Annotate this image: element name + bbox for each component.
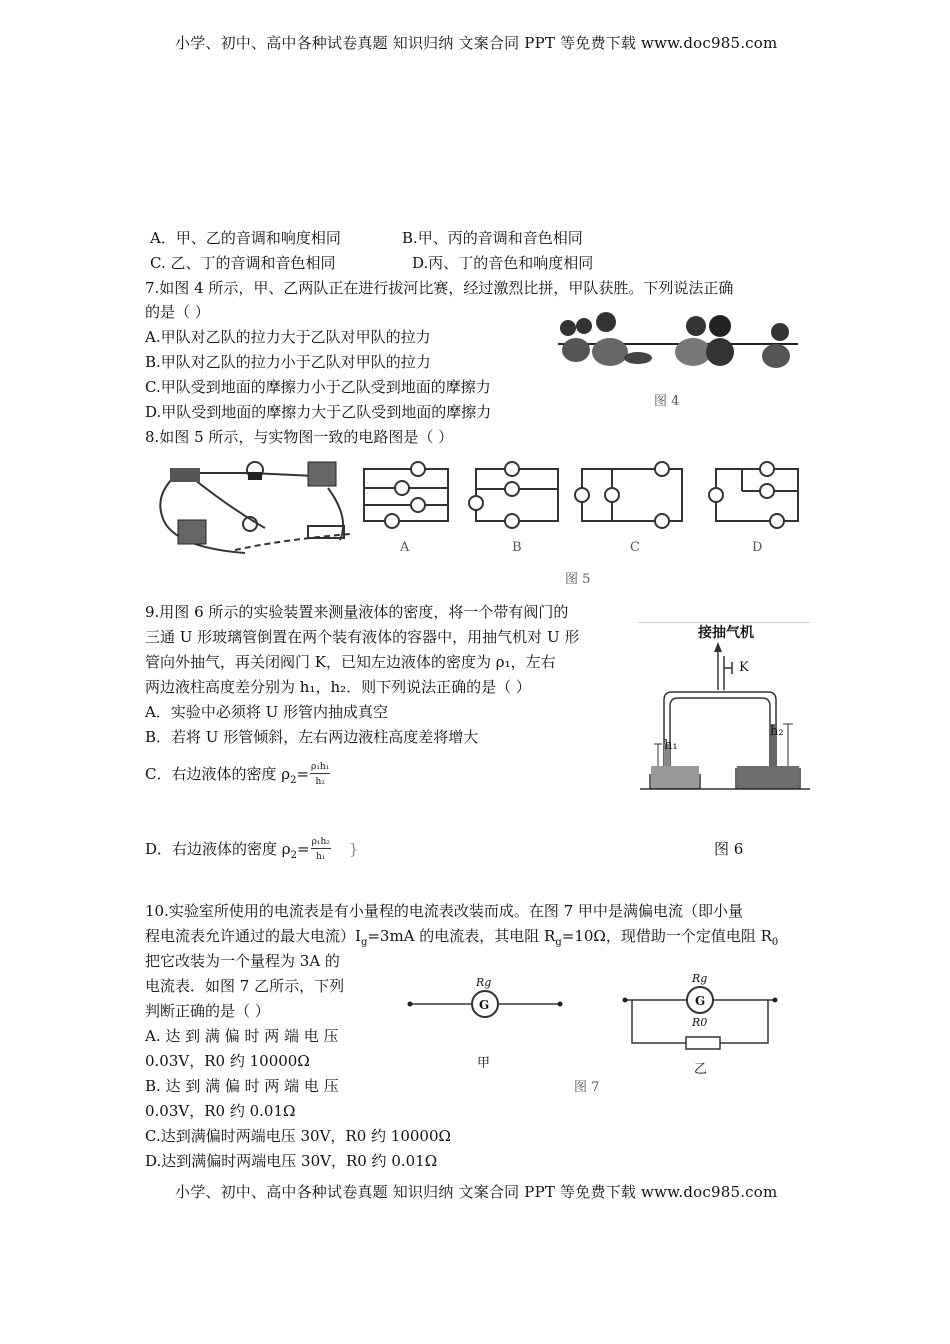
q9-stem-line-2: 三通 U 形玻璃管倒置在两个装有液体的容器中，用抽气机对 U 形 xyxy=(145,628,580,646)
q9-option-d: D．右边液体的密度 $\rho_2=$ $\frac{\text{ρ₁h₂}}{\text{h₁}}$ } xyxy=(145,837,359,862)
circuit-label-b: B xyxy=(512,540,522,555)
q10-stem-line-4: 电流表．如图 7 乙所示，下列 xyxy=(145,977,345,995)
q10-option-b-cont: 0.03V，R0 约 0.01Ω xyxy=(145,1102,296,1120)
q7-option-c: C.甲队受到地面的摩擦力小于乙队受到地面的摩擦力 xyxy=(145,378,491,396)
q6-option-d: D.丙、丁的音色和响度相同 xyxy=(412,254,594,272)
rg-label-right: Rg xyxy=(692,972,708,985)
q7-option-d: D.甲队受到地面的摩擦力大于乙队受到地面的摩擦力 xyxy=(145,403,492,421)
q7-option-a: A.甲队对乙队的拉力大于乙队对甲队的拉力 xyxy=(145,328,431,346)
figure-5-caption: 图 5 xyxy=(565,572,591,587)
page-header: 小学、初中、高中各种试卷真题 知识归纳 文案合同 PPT 等免费下载 www.doc985.com xyxy=(175,34,778,52)
q9-stem-line-1: 9.用图 6 所示的实验装置来测量液体的密度，将一个带有阀门的 xyxy=(145,603,569,621)
h1-label: h₁ xyxy=(664,738,678,753)
q10-stem-line-5: 判断正确的是（ ） xyxy=(145,1002,270,1020)
u-tube-apparatus-figure xyxy=(640,640,810,790)
q7-stem-cont: 的是（ ） xyxy=(145,303,210,321)
q6-option-b: B.甲、丙的音调和音色相同 xyxy=(402,229,583,247)
rg-label-left: Rg xyxy=(476,976,492,989)
q9-option-a: A．实验中必须将 U 形管内抽成真空 xyxy=(145,703,389,721)
q9-stem-line-3: 管向外抽气，再关闭阀门 K，已知左边液体的密度为 ρ₁，左右 xyxy=(145,653,556,671)
h2-label: h₂ xyxy=(770,724,784,739)
physical-circuit-figure xyxy=(150,458,350,558)
circuit-options-figure xyxy=(362,465,807,545)
q8-stem: 8.如图 5 所示，与实物图一致的电路图是（ ） xyxy=(145,428,454,446)
q7-stem: 7.如图 4 所示，甲、乙两队正在进行拔河比赛，经过激烈比拼，甲队获胜。下列说法正确 xyxy=(145,279,734,297)
q6-option-c: C. 乙、丁的音调和音色相同 xyxy=(150,254,336,272)
figure-6-title: 接抽气机 xyxy=(698,625,754,641)
circuit-label-c: C xyxy=(630,540,640,555)
figure-7-right-label: 乙 xyxy=(694,1062,708,1077)
q10-option-d: D.达到满偏时两端电压 30V，R0 约 0.01Ω xyxy=(145,1152,438,1170)
page-footer: 小学、初中、高中各种试卷真题 知识归纳 文案合同 PPT 等免费下载 www.doc985.com xyxy=(175,1183,778,1201)
r0-label: R0 xyxy=(692,1016,708,1029)
circuit-label-d: D xyxy=(752,540,763,555)
figure-4-caption: 图 4 xyxy=(654,394,680,409)
figure-7-left-label: 甲 xyxy=(477,1056,491,1071)
g-label-left: G xyxy=(479,998,490,1012)
q10-option-a: A. 达 到 满 偏 时 两 端 电 压 xyxy=(145,1027,339,1045)
q10-option-c: C.达到满偏时两端电压 30V，R0 约 10000Ω xyxy=(145,1127,451,1145)
q10-stem-line-2: 程电流表允许通过的最大电流）$I_g=3mA$ 的电流表，其电阻 $R_g=10\Omega$，现借助一个定值电阻 $R_0$ xyxy=(145,927,779,948)
circuit-label-a: A xyxy=(400,540,410,555)
g-label-right: G xyxy=(695,994,706,1008)
q9-option-b: B．若将 U 形管倾斜，左右两边液柱高度差将增大 xyxy=(145,728,479,746)
q10-stem-line-1: 10.实验室所使用的电流表是有小量程的电流表改装而成。在图 7 甲中是满偏电流（即小量 xyxy=(145,902,743,920)
q9-option-c: C．右边液体的密度 $\rho_2=$ $\frac{\text{ρ₁h₁}}{\text{h₂}}$ xyxy=(145,762,330,787)
q6-option-a: A．甲、乙的音调和响度相同 xyxy=(150,229,341,247)
galvanometer-circuits-figure xyxy=(400,965,810,1075)
q7-option-b: B.甲队对乙队的拉力小于乙队对甲队的拉力 xyxy=(145,353,431,371)
valve-k-label: K xyxy=(739,660,749,675)
q10-option-b: B. 达 到 满 偏 时 两 端 电 压 xyxy=(145,1077,339,1095)
figure-6-caption: 图 6 xyxy=(714,840,744,858)
tug-of-war-figure xyxy=(548,312,808,382)
q10-stem-line-3: 把它改装为一个量程为 3A 的 xyxy=(145,952,340,970)
q9-stem-line-4: 两边液柱高度差分别为 h₁，h₂．则下列说法正确的是（ ） xyxy=(145,678,531,696)
figure-7-caption: 图 7 xyxy=(574,1080,600,1095)
q10-option-a-cont: 0.03V，R0 约 10000Ω xyxy=(145,1052,310,1070)
